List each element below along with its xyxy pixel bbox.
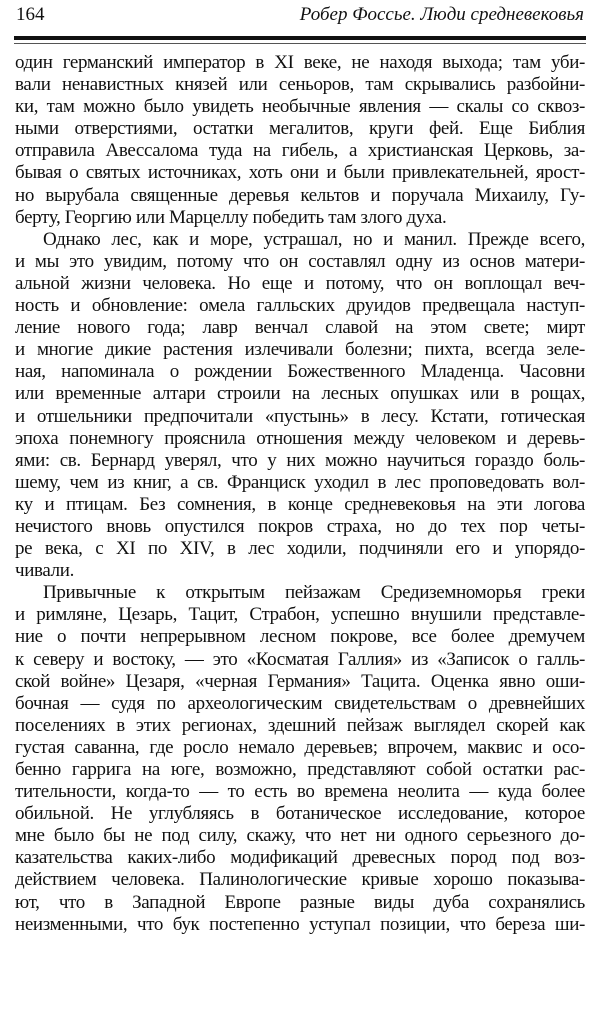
text-line: и отшельники предпочитали «пустынь» в лесу. Кстати, готическая xyxy=(15,405,585,427)
header-rule-thick xyxy=(14,36,586,40)
text-line: густая саванна, где росло немало деревьев; впрочем, маквис и осо- xyxy=(15,736,585,758)
text-line: Привычные к открытым пейзажам Средиземноморья греки xyxy=(43,582,585,604)
text-line: эпоха понемногу прояснила отношения между человеком и деревь- xyxy=(15,427,585,449)
text-line: или временные алтари строили на лесных опушках или в рощах, xyxy=(15,383,585,405)
text-line: один германский император в XI веке, не находя выхода; там уби- xyxy=(15,52,585,73)
text-line: ре века, с XI по XIV, в лес ходили, подчиняли его и упорядо- xyxy=(15,538,585,560)
body-text xyxy=(15,52,585,936)
paragraph xyxy=(15,229,585,583)
paragraph xyxy=(15,52,585,229)
text-line: и римляне, Цезарь, Тацит, Страбон, успешно внушили представле- xyxy=(15,604,585,626)
text-line: берту, Георгию или Марцеллу победить там злого духа. xyxy=(15,206,447,228)
text-line: тительности, когда-то — то есть во времена неолита — куда более xyxy=(15,781,585,803)
text-line: казательства каких-либо модификаций древесных пород под воз- xyxy=(15,847,585,869)
running-title: Робер Фоссье. Люди средневековья xyxy=(299,4,584,25)
text-line: поселениях в этих регионах, здешний пейзаж выглядел скорей как xyxy=(15,714,585,736)
text-line: и многие дикие растения излечивали болезни; пихта, всегда зеле- xyxy=(15,339,585,361)
text-line: ки, там можно было увидеть необычные явления — скалы со сквоз- xyxy=(15,96,585,118)
text-line: ными отверстиями, остатки мегалитов, круги фей. Еще Библия xyxy=(15,118,585,140)
text-line: ями: св. Бернард уверял, что у них можно научиться гораздо боль- xyxy=(15,449,585,471)
text-line: ность и обновление: омела галльских друидов предвещала наступ- xyxy=(15,295,585,317)
text-line: но вырубала священные деревья кельтов и поручала Михаилу, Гу- xyxy=(15,184,585,206)
text-line: вали ненавистных князей или сеньоров, там скрывались разбойни- xyxy=(15,74,585,96)
text-line: ку и птицам. Без сомнения, в конце средневековья на эти логова xyxy=(15,493,585,515)
text-line: ная, напоминала о рождении Божественного Младенца. Часовни xyxy=(15,361,585,383)
text-line: альной жизни человека. Но еще и потому, что он воплощал веч- xyxy=(15,272,585,294)
text-line: ют, что в Западной Европе разные виды дуба сохранялись xyxy=(15,891,585,913)
text-line: шему, чем из книг, а св. Франциск уходил в лес проповедовать вол- xyxy=(15,471,585,493)
text-line: бочная — судя по археологическим свидетельствам о древнейших xyxy=(15,692,585,714)
header-rule-thin xyxy=(14,43,586,44)
text-line: неизменными, что бук постепенно уступал позиции, что береза ши- xyxy=(15,913,585,935)
text-line: чивали. xyxy=(15,560,74,582)
page-number: 164 xyxy=(16,4,45,25)
text-line: бывая о святых источниках, хоть они и были привлекательней, ярост- xyxy=(15,162,585,184)
text-line: к северу и востоку, — это «Косматая Галлия» из «Записок о галль- xyxy=(15,648,585,670)
text-line: Однако лес, как и море, устрашал, но и манил. Прежде всего, xyxy=(43,228,585,250)
text-line: ление нового года; лавр венчал славой на этом свете; мирт xyxy=(15,317,585,339)
text-line: и мы это увидим, потому что он составлял одну из основ матери- xyxy=(15,250,585,272)
text-line: обильной. Не углубляясь в ботаническое исследование, которое xyxy=(15,803,585,825)
text-line: ние о почти непрерывном лесном покрове, все более дремучем xyxy=(15,626,585,648)
text-line: нечистого вновь опустился покров страха, но до тех пор четы- xyxy=(15,515,585,537)
text-line: мне было бы не под силу, скажу, что нет ни одного серьезного до- xyxy=(15,825,585,847)
paragraph xyxy=(15,582,585,936)
text-line: действием человека. Палинологические кривые хорошо показыва- xyxy=(15,869,585,891)
text-line: ской войне» Цезаря, «черная Германия» Тацита. Оценка явно оши- xyxy=(15,670,585,692)
text-line: бенно гаррига на юге, возможно, представляют собой остатки рас- xyxy=(15,759,585,780)
text-line: отправила Авессалома туда на гибель, а христианская Церковь, за- xyxy=(15,140,585,162)
page-header xyxy=(16,2,584,30)
